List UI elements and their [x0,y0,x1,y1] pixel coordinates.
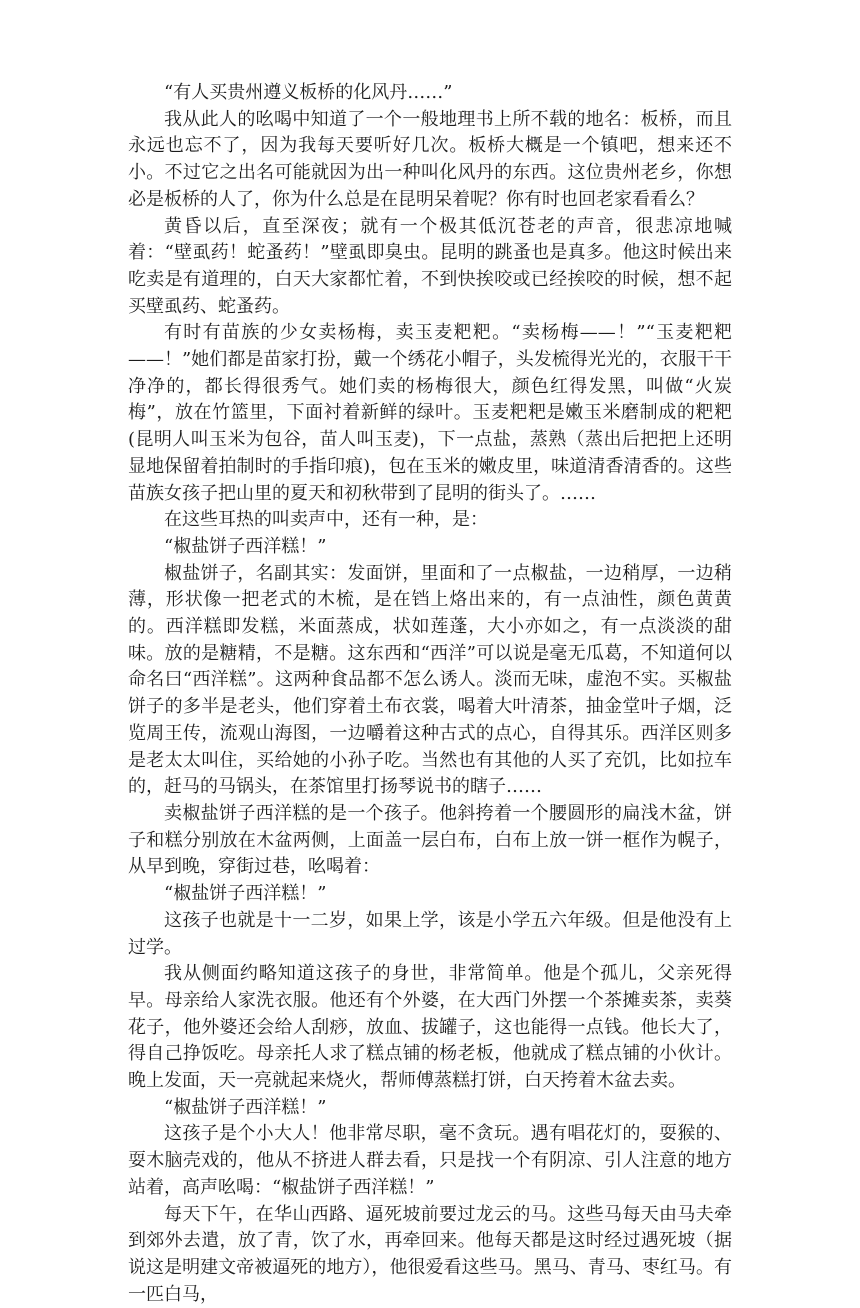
paragraph: 每天下午，在华山西路、逼死坡前要过龙云的马。这些马每天由马夫牵到郊外去遣，放了青，饮了水，再牵回来。他每天都是这时经过遇死坡（据说这是明建文帝被逼死的地方），他很爱看这些马。黑马、青马、枣红马。有一匹白马， [128,1203,732,1305]
paragraph: 这孩子也就是十一二岁，如果上学，该是小学五六年级。但是他没有上过学。 [128,909,732,958]
document-body [128,80,732,1308]
paragraph: 卖椒盐饼子西洋糕的是一个孩子。他斜挎着一个腰圆形的扁浅木盆，饼子和糕分别放在木盆两侧，上面盖一层白布，白布上放一饼一框作为幌子，从早到晚，穿街过巷，吆喝着： [128,802,732,878]
paragraph: 在这些耳热的叫卖声中，还有一种，是： [164,509,488,531]
paragraph: 我从此人的吆喝中知道了一个一般地理书上所不载的地名：板桥，而且永远也忘不了，因为我每天要听好几次。板桥大概是一个镇吧，想来还不小。不过它之出名可能就因为出一种叫化风丹的东西。这位贵州老乡，你想必是板桥的人了，你为什么总是在昆明呆着呢？你有时也回老家看看么？ [128,108,732,210]
paragraph: 黄昏以后，直至深夜；就有一个极其低沉苍老的声音，很悲凉地喊着：“壁虱药！蛇蚤药！”壁虱即臭虫。昆明的跳蚤也是真多。他这时候出来吃卖是有道理的，白天大家都忙着，不到快挨咬或已经挨咬的时候，想不起买壁虱药、蛇蚤药。 [128,215,732,317]
paragraph: 我从侧面约略知道这孩子的身世，非常简单。他是个孤儿，父亲死得早。母亲给人家洗衣服。他还有个外婆，在大西门外摆一个茶摊卖茶，卖葵花子，他外婆还会给人刮痧，放血、拔罐子，这也能得一点钱。他长大了，得自己挣饭吃。母亲托人求了糕点铺的杨老板，他就成了糕点铺的小伙计。晚上发面，天一亮就起来烧火，帮师傅蒸糕打饼，白天挎着木盆去卖。 [128,963,732,1092]
paragraph: “椒盐饼子西洋糕！” [164,1096,327,1118]
paragraph: “椒盐饼子西洋糕！” [164,535,327,557]
paragraph: 这孩子是个小大人！他非常尽职，毫不贪玩。遇有唱花灯的，耍猴的、耍木脑壳戏的，他从不挤进人群去看，只是找一个有阴凉、引人注意的地方站着，高声吆喝：“椒盐饼子西洋糕！” [128,1123,732,1198]
paragraph: “椒盐饼子西洋糕！” [164,883,327,905]
paragraph: 椒盐饼子，名副其实：发面饼，里面和了一点椒盐，一边稍厚，一边稍薄，形状像一把老式的木梳，是在铛上烙出来的，有一点油性，颜色黄黄的。西洋糕即发糕，米面蒸成，状如莲蓬，大小亦如之，有一点淡淡的甜味。放的是糖精，不是糖。这东西和“西洋”可以说是毫无瓜葛，不知道何以命名曰“西洋糕”。这两种食品都不怎么诱人。淡而无味，虚泡不实。买椒盐饼子的多半是老头，他们穿着土布衣裳，喝着大叶清茶，抽金堂叶子烟，泛览周王传，流观山海图，一边嚼着这种古式的点心，自得其乐。西洋区则多是老太太叫住，买给她的小孙子吃。当然也有其他的人买了充饥，比如拉车的，赶马的马锅头，在茶馆里打扬琴说书的瞎子…… [128,562,732,798]
paragraph: “有人买贵州遵义板桥的化风丹……” [164,82,453,103]
paragraph: 有时有苗族的少女卖杨梅，卖玉麦粑粑。“卖杨梅——！”“玉麦粑粑——！”她们都是苗家打扮，戴一个绣花小帽子，头发梳得光光的，衣服干干净净的，都长得很秀气。她们卖的杨梅很大，颜色红得发黑，叫做“火炭梅”，放在竹篮里，下面衬着新鲜的绿叶。玉麦粑粑是嫩玉米磨制成的粑粑(昆明人叫玉米为包谷，苗人叫玉麦)，下一点盐，蒸熟（蒸出后把把上还明显地保留着拍制时的手指印痕)，包在玉米的嫩皮里，味道清香清香的。这些苗族女孩子把山里的夏天和初秋带到了昆明的街头了。…… [128,322,732,504]
